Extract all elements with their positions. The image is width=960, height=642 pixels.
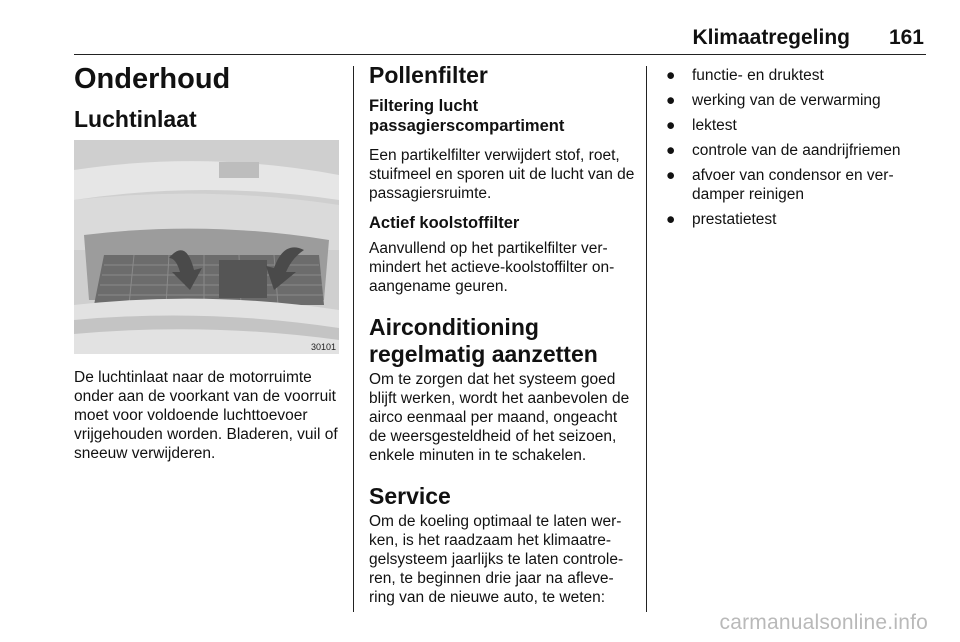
air-inlet-illustration (74, 140, 339, 354)
air-inlet-photo (74, 140, 339, 354)
pollenfilter-paragraph: Een partikelfilter verwijdert stof, roet, stuifmeel en sporen uit de lucht van de passagiersruimte. (369, 147, 635, 202)
subsection-title-luchtinlaat: Luchtinlaat (74, 106, 197, 132)
column-divider-1 (353, 66, 354, 612)
bullet-icon: ● (666, 211, 676, 228)
bullet-icon: ● (666, 92, 676, 109)
list-item: ● werking van de verwarming (666, 92, 881, 109)
section-title-pollenfilter: Pollenfilter (369, 62, 488, 88)
subsection-title-koolstoffilter: Actief koolstoffilter (369, 214, 520, 232)
section-title-service: Service (369, 483, 451, 509)
list-item: ● afvoer van condensor en ver-damper reinigen (666, 167, 894, 203)
list-item: ● prestatietest (666, 211, 777, 228)
subsection-title-filtering: Filtering lucht passagierscompartiment (369, 97, 565, 135)
page-number: 161 (888, 26, 924, 49)
service-checklist (662, 66, 926, 229)
airconditioning-paragraph: Om te zorgen dat het systeem goed blijft werken, wordt het aanbevolen de airco eenmaal per maand, ongeacht de weersgesteldheid of het seizoen, enkele minuten in te schakelen. (369, 371, 630, 464)
column-1 (74, 62, 342, 132)
section-title-onderhoud: Onderhoud (74, 63, 231, 95)
list-item: ● functie- en druktest (666, 67, 824, 84)
section-title-airconditioning: Airconditioning regelmatig aanzetten (369, 314, 598, 367)
page-header-chapter: Klimaatregeling (692, 26, 850, 49)
column-divider-2 (646, 66, 647, 612)
bullet-icon: ● (666, 142, 676, 159)
bullet-icon: ● (666, 67, 676, 84)
list-item: ● lektest (666, 117, 737, 134)
column-2 (369, 62, 637, 607)
service-paragraph: Om de koeling optimaal te laten wer-ken, is het raadzaam het klimaatre-gelsysteem jaarlijks te laten controle-ren, te beginnen drie jaar na afleve-ring van de nieuwe auto, te weten: (369, 513, 624, 606)
column-1-body (74, 368, 344, 463)
list-item: ● controle van de aandrijfriemen (666, 142, 901, 159)
header-rule (74, 54, 926, 55)
column-3 (662, 66, 926, 235)
bullet-icon: ● (666, 167, 676, 184)
koolstoffilter-paragraph: Aanvullend op het partikelfilter ver-mindert het actieve-koolstoffilter on-aangename geuren. (369, 240, 615, 295)
bullet-icon: ● (666, 117, 676, 134)
luchtinlaat-paragraph: De luchtinlaat naar de motorruimte onder aan de voorkant van de voorruit moet voor voldoende luchttoevoer vrijgehouden worden. Bladeren, vuil of sneeuw verwijderen. (74, 369, 338, 462)
image-code: 30101 (310, 342, 336, 352)
watermark: carmanualsonline.info (719, 611, 928, 634)
